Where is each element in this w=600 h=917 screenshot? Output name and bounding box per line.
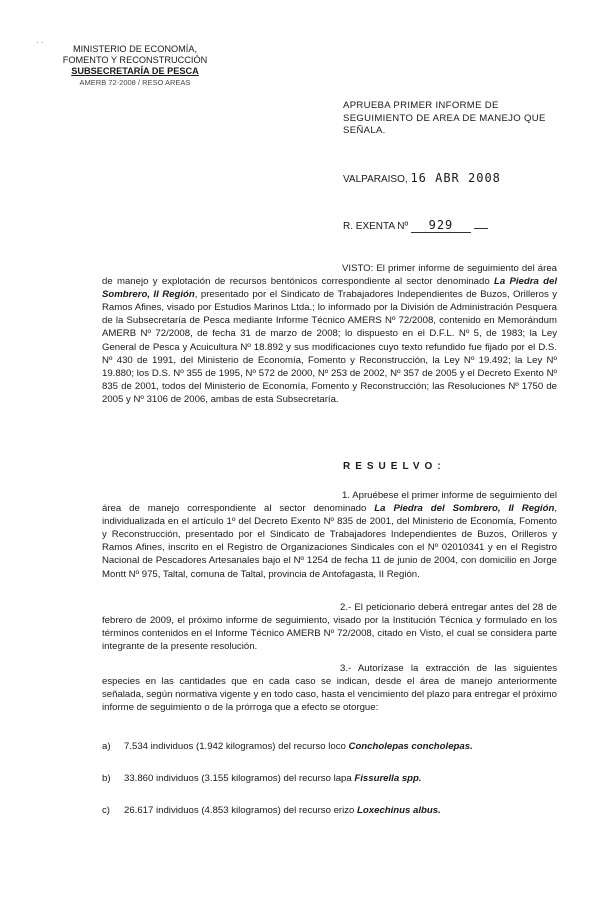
document-title: APRUEBA PRIMER INFORME DE SEGUIMIENTO DE AREA DE MANEJO QUE SEÑALA. [343,100,546,137]
resolution-number-line [343,219,488,233]
handwritten-date: 16 ABR 2008 [410,171,501,185]
underline-blank [474,228,488,229]
resolution-number: 929 [411,219,471,233]
date-line [343,172,501,186]
species-name: Concholepas concholepas. [348,741,473,752]
paragraph-number: 1. [342,490,351,501]
list-item: b) 33.860 individuos (3.155 kilogramos) del recurso lapa Fissurella spp. [102,773,422,784]
paragraph-1: 1. Apruébese el primer informe de seguimiento del área de manejo correspondiente al sector denominado La Piedra del Sombrero, II Región, individualizada en el artículo 1º del Decreto Exento Nº 835 de 2001, del Ministerio de Economía, Fomento y Reconstrucción, presentado por el Sindicato de Trabajadores Independientes de Buzos, Orilleros y Ramos Afines, inscrito en el Registro de Organizaciones Sindicales con el Nº 02010341 y en el Registro Nacional de Pescadores Artesanales bajo el Nº 1254 de fecha 11 de junio de 2004, con domicilio en Jorge Montt Nº 975, Taltal, comuna de Taltal, provincia de Antofagasta, II Región. [102,490,558,580]
sector-name: La Piedra del Sombrero, II Región [102,276,557,301]
paragraph-2: 2.- El peticionario deberá entregar antes del 28 de febrero de 2009, el próximo informe de seguimiento, visado por la Institución Técnica y formulado en los términos contenidos en el Informe Técnico AMERB Nº 72/2008, citado en Visto, el cual se considera parte integrante de la presente resolución. [102,602,557,653]
list-item: c) 26.617 individuos (4.853 kilogramos) del recurso erizo Loxechinus albus. [102,805,441,816]
visto-paragraph: VISTO: El primer informe de seguimiento del área de manejo y explotación de recursos bentónicos correspondiente al sector denominado La Piedra del Sombrero, II Región, presentado por el Sindicato de Trabajadores Independientes de Buzos, Orilleros y Ramos Afines, visado por Estudios Marinos Ltda.; lo informado por la División de Administración Pesquera de la Subsecretaría de Pesca mediante Informe Técnico AMERS Nº 72/2008, contenido en Memorándum AMERB Nº 72/2008, de fecha 31 de marzo de 2008; lo dispuesto en el D.F.L. Nº 5, de 1983; la Ley General de Pesca y Acuicultura Nº 18.892 y sus modificaciones cuyo texto refundido fue fijado por el D.S. Nº 430 de 1991, del Ministerio de Economía, Fomento y Reconstrucción, la Ley Nº 19.492; la Ley Nº 19.880; los D.S. Nº 355 de 1995, Nº 572 de 2000, Nº 253 de 2002, Nº 357 de 2005 y el Decreto Exento Nº 835 de 2001, todos del Ministerio de Economía, Fomento y Reconstrucción; las Resoluciones Nº 1750 de 2005 y Nº 3106 de 2006, ambas de esta Subsecretaría. [102,263,557,405]
list-item: a) 7.534 individuos (1.942 kilogramos) del recurso loco Concholepas concholepas. [102,741,473,752]
species-name: Loxechinus albus. [357,805,441,816]
city: VALPARAISO, [343,174,408,185]
letterhead [50,44,220,87]
species-name: Fissurella spp. [354,773,422,784]
ministry-name-2: FOMENTO Y RECONSTRUCCIÓN [62,55,208,66]
paragraph-number: 2.- [340,602,352,613]
ministry-name: MINISTERIO DE ECONOMÍA, [72,44,198,54]
reference-code: AMERB 72-2008 / RESO AREAS [79,77,191,87]
scan-marks: · · [36,38,44,47]
subsecretaria-name: SUBSECRETARÍA DE PESCA [71,66,199,77]
sector-name: La Piedra del Sombrero, II Región [374,503,555,515]
resuelvo-heading: RESUELVO: [343,461,446,472]
paragraph-3: 3.- Autorízase la extracción de las siguientes especies en las cantidades que en cada caso se indican, desde el área de manejo anteriormente señalada, según normativa vigente y en todo caso, hasta el vencimiento del plazo para entregar el próximo informe de seguimiento o de la prórroga que a efecto se otorgue: [102,663,558,714]
paragraph-number: 3.- [340,663,352,674]
resolution-label: R. EXENTA Nº [343,221,409,232]
visto-lead: VISTO: [342,263,374,274]
